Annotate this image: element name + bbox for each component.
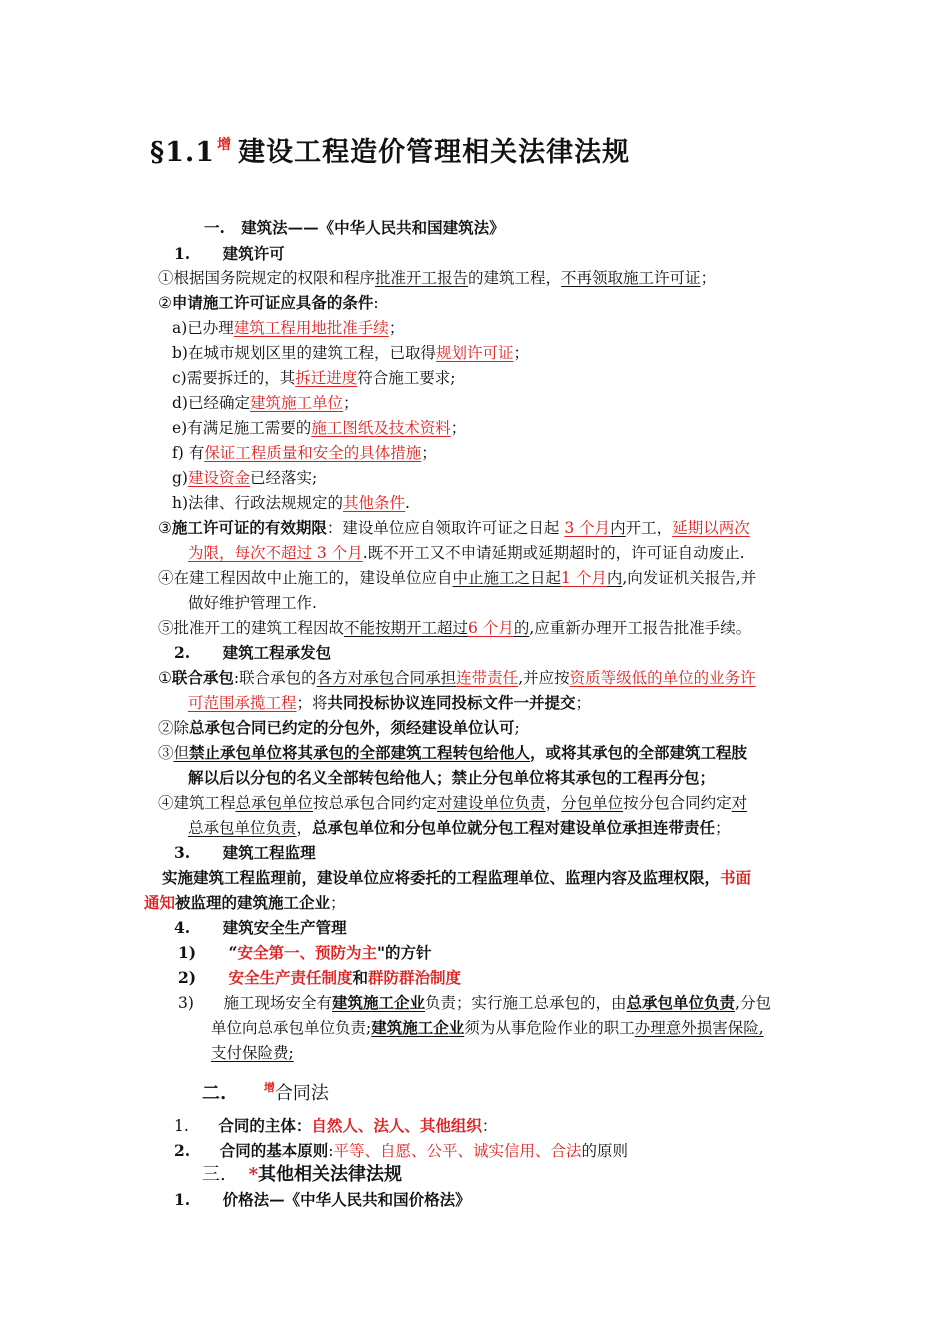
contract-item-4-line2: 总承包单位负责，总承包单位和分包单位就分包工程对建设单位承担连带责任；: [188, 818, 731, 837]
permit-item-3-line2: 为限，每次不超过 3 个月.既不开工又不申请延期或延期超时的，许可证自动废止.: [188, 544, 745, 562]
contract-item-3-line1: ③但禁止承包单位将其承包的全部建筑工程转包给他人，或将其承包的全部建筑工程肢: [158, 743, 748, 762]
contract-item-4-line1: ④建筑工程总承包单位按总承包合同约定对建设单位负责，分包单位按分包合同约定对: [158, 794, 748, 812]
supervision-line1: 实施建筑工程监理前，建设单位应将委托的工程监理单位、监理内容及监理权限，书面: [162, 868, 752, 887]
other-law-item-1: 1. 价格法—《中华人民共和国价格法》: [174, 1190, 471, 1209]
section-heading-2: 二. $^增$合同法: [202, 1081, 329, 1104]
permit-item-1: ①根据国务院规定的权限和程序批准开工报告的建筑工程，不再领取施工许可证；: [158, 269, 717, 287]
title-added-mark: 增: [217, 137, 233, 153]
safety-item-2: 2) 安全生产责任制度和群防群治制度: [178, 968, 462, 987]
permit-item-2: ②申请施工许可证应具备的条件:: [158, 293, 379, 312]
condition-b: b)在城市规划区里的建筑工程，已取得规划许可证；: [172, 344, 530, 362]
added-mark: 增: [263, 1081, 275, 1094]
safety-item-3-line2: 单位向总承包单位负责;建筑施工企业须为从事危险作业的职工办理意外损害保险,: [211, 1018, 764, 1037]
contract-law-item-2: 2. 合同的基本原则:平等、自愿、公平、诚实信用、合法的原则: [174, 1141, 629, 1160]
title-text: 建设工程造价管理相关法律法规: [238, 137, 631, 168]
contract-item-1-line1: ①联合承包:联合承包的各方对承包合同承担连带责任,并应按资质等级低的单位的业务许: [158, 668, 756, 687]
permit-item-5: ⑤批准开工的建筑工程因故不能按期开工超过6 个月的,应重新办理开工报告批准手续。: [158, 619, 752, 637]
condition-g: g)建设资金已经落实;: [172, 469, 318, 487]
condition-h: h)法律、行政法规规定的其他条件.: [172, 494, 410, 512]
section-heading-3: 三. *其他相关法律法规: [202, 1164, 403, 1185]
subheading-supervision: 3. 建筑工程监理: [174, 843, 316, 862]
title-section-number: §1.1: [150, 137, 216, 168]
condition-a: a)已办理建筑工程用地批准手续；: [172, 319, 405, 337]
asterisk-mark: *: [248, 1164, 259, 1185]
safety-item-3-line1: 3) 施工现场安全有建筑施工企业负责；实行施工总承包的，由总承包单位负责,分包: [178, 993, 771, 1012]
supervision-line2: 通知被监理的建筑施工企业；: [144, 893, 346, 912]
condition-d: d)已经确定建筑施工单位；: [172, 394, 359, 412]
section-heading-1: 一. 建筑法——《中华人民共和国建筑法》: [204, 218, 505, 237]
subheading-permit: 1. 建筑许可: [174, 244, 285, 263]
safety-item-1: 1) “安全第一、预防为主"的方针: [178, 943, 432, 962]
safety-item-3-line3: 支付保险费;: [211, 1044, 294, 1062]
subheading-contracting: 2. 建筑工程承发包: [174, 643, 332, 662]
condition-e: e)有满足施工需要的施工图纸及技术资料；: [172, 419, 467, 437]
contract-item-3-line2: 解以后以分包的名义全部转包给他人；禁止分包单位将其承包的工程再分包；: [188, 768, 716, 787]
contract-item-2: ②除总承包合同已约定的分包外，须经建设单位认可;: [158, 718, 520, 737]
contract-law-item-1: 1. 合同的主体：自然人、法人、其他组织：: [174, 1116, 498, 1135]
permit-item-3-line1: ③施工许可证的有效期限：建设单位应自领取许可证之日起 3 个月内开工，延期以两次: [158, 518, 750, 537]
permit-item-4-line2: 做好维护管理工作.: [188, 594, 317, 612]
permit-item-4-line1: ④在建工程因故中止施工的，建设单位应自中止施工之日起1 个月内,向发证机关报告,并: [158, 569, 757, 587]
subheading-safety: 4. 建筑安全生产管理: [174, 918, 347, 937]
page-title: [150, 130, 630, 169]
condition-f: f) 有保证工程质量和安全的具体措施；: [172, 444, 437, 462]
contract-item-1-line2: 可范围承揽工程；将共同投标协议连同投标文件一并提交；: [188, 693, 592, 712]
condition-c: c)需要拆迁的，其拆迁进度符合施工要求;: [172, 369, 456, 387]
